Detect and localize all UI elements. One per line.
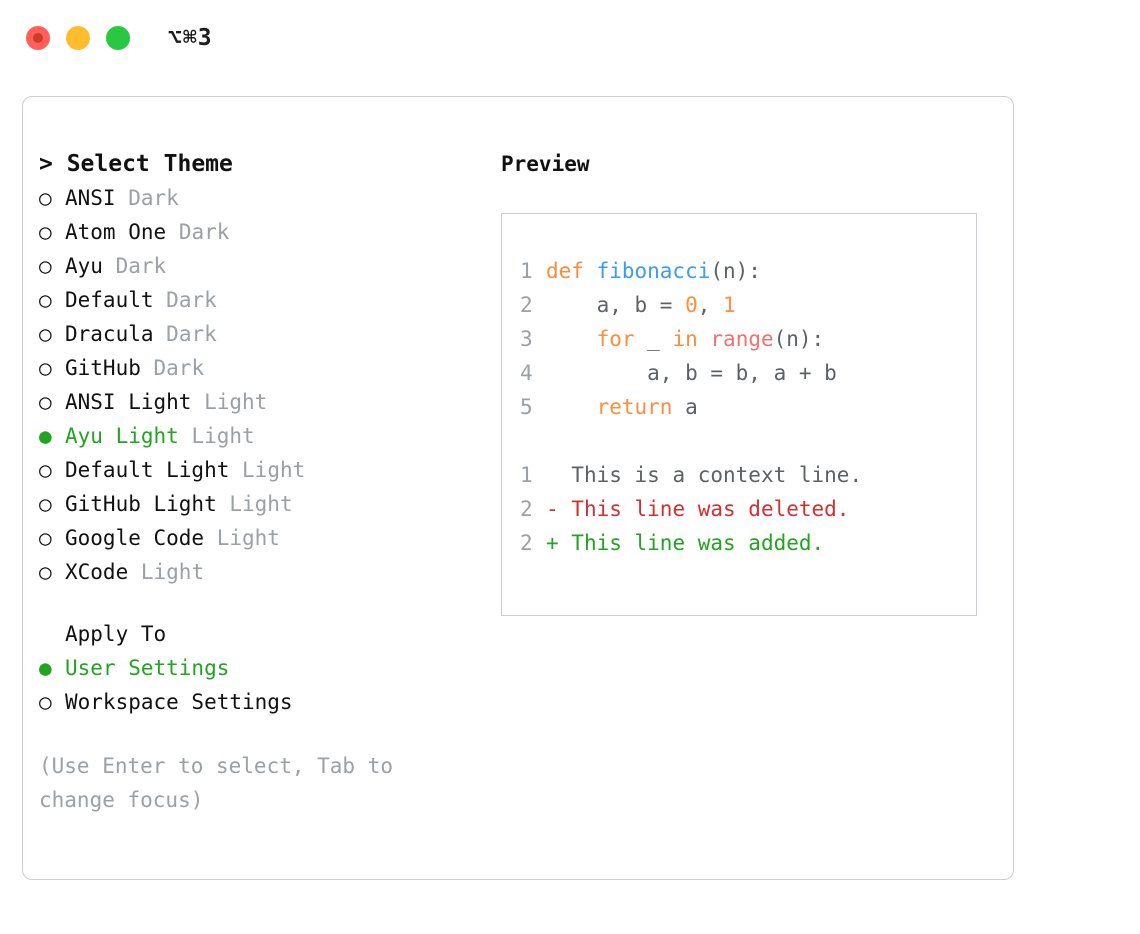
theme-option-variant: Light [242, 458, 306, 482]
theme-option-label: ANSI [65, 186, 116, 210]
diff-text: This line was deleted. [558, 497, 850, 521]
line-number: 2 [520, 497, 533, 521]
diff-line [520, 458, 976, 492]
theme-option[interactable] [39, 521, 509, 555]
code-line [520, 254, 976, 288]
theme-option-variant: Dark [178, 220, 230, 244]
radio-unselected-icon: ○ [39, 186, 52, 210]
radio-unselected-icon: ○ [39, 560, 52, 584]
line-number: 3 [520, 327, 533, 351]
theme-option-variant: Dark [166, 322, 217, 346]
diff-sign: - [546, 497, 559, 521]
code-token [546, 395, 597, 419]
radio-unselected-icon: ○ [39, 526, 52, 550]
radio-unselected-icon: ○ [39, 322, 52, 346]
minimize-button[interactable] [66, 26, 90, 50]
radio-unselected-icon: ○ [39, 690, 52, 714]
apply-to-option[interactable] [39, 685, 509, 719]
apply-to-option[interactable] [39, 651, 509, 685]
line-number: 1 [520, 463, 533, 487]
code-line [520, 356, 976, 390]
theme-option-label: Ayu Light [65, 424, 179, 448]
theme-option-label: GitHub Light [65, 492, 217, 516]
code-line [520, 390, 976, 424]
preview-column [501, 147, 1001, 616]
theme-option[interactable] [39, 181, 509, 215]
theme-option-label: ANSI Light [65, 390, 192, 414]
theme-option[interactable] [39, 453, 509, 487]
code-token: (n): [773, 327, 825, 351]
title-bar [0, 0, 1140, 76]
code-token: a, b = [546, 293, 686, 317]
radio-selected-icon: ● [39, 424, 52, 448]
theme-option[interactable] [39, 351, 509, 385]
radio-unselected-icon: ○ [39, 492, 52, 516]
theme-option[interactable] [39, 487, 509, 521]
line-number: 5 [520, 395, 533, 419]
code-token [546, 327, 597, 351]
code-token: in [672, 327, 698, 351]
theme-option-label: Default Light [65, 458, 230, 482]
radio-unselected-icon: ○ [39, 254, 52, 278]
line-number: 1 [520, 259, 533, 283]
theme-option-label: XCode [65, 560, 129, 584]
theme-option[interactable] [39, 419, 509, 453]
code-token: 0 [685, 293, 698, 317]
theme-option-variant: Light [229, 492, 293, 516]
theme-list [39, 181, 509, 589]
keyboard-hint: (Use Enter to select, Tab to change focus) [39, 754, 394, 812]
code-token: a [672, 395, 698, 419]
theme-option-variant: Dark [153, 356, 205, 380]
code-token: _ [634, 327, 673, 351]
apply-to-option-label: Workspace Settings [65, 690, 293, 714]
radio-unselected-icon: ○ [39, 390, 52, 414]
code-token [698, 327, 711, 351]
theme-option-variant: Light [204, 390, 268, 414]
code-token: 1 [723, 293, 736, 317]
diff-sign [546, 463, 559, 487]
diff-line [520, 526, 976, 560]
theme-option-label: Google Code [65, 526, 205, 550]
code-token: def [546, 259, 597, 283]
diff-text: This is a context line. [558, 463, 863, 487]
apply-to-option-label: User Settings [65, 656, 230, 680]
theme-option[interactable] [39, 283, 509, 317]
code-line [520, 322, 976, 356]
diff-line-text [546, 497, 849, 521]
maximize-button[interactable] [106, 26, 130, 50]
apply-to-label: Apply To [65, 622, 167, 646]
spacer [520, 424, 976, 458]
code-token: , [697, 293, 724, 317]
theme-option-variant: Light [191, 424, 255, 448]
theme-option[interactable] [39, 385, 509, 419]
radio-unselected-icon: ○ [39, 458, 52, 482]
line-number: 4 [520, 361, 533, 385]
theme-option-variant: Dark [128, 186, 179, 210]
theme-option-label: Ayu [65, 254, 103, 278]
theme-option-label: Dracula [65, 322, 154, 346]
radio-unselected-icon: ○ [39, 220, 52, 244]
radio-selected-icon: ● [39, 656, 52, 680]
diff-line-text [546, 463, 862, 487]
theme-option-label: Atom One [65, 220, 167, 244]
main-panel [22, 96, 1014, 880]
diff-line-text [546, 531, 824, 555]
theme-option-variant: Dark [166, 288, 217, 312]
theme-option-label: GitHub [65, 356, 141, 380]
theme-option-variant: Light [140, 560, 205, 584]
diff-sign: + [546, 531, 559, 555]
line-number: 2 [520, 531, 533, 555]
preview-heading: Preview [501, 152, 590, 176]
theme-option[interactable] [39, 317, 509, 351]
diff-text: This line was added. [558, 531, 825, 555]
code-token: fibonacci [596, 259, 711, 283]
preview-box [501, 213, 977, 616]
radio-unselected-icon: ○ [39, 288, 52, 312]
window-title: ⌥⌘3 [168, 25, 213, 51]
theme-option-variant: Dark [115, 254, 167, 278]
spacer [39, 589, 509, 617]
select-theme-heading: > Select Theme [39, 151, 233, 177]
code-sample [520, 254, 976, 424]
theme-option[interactable] [39, 215, 509, 249]
theme-option[interactable] [39, 555, 509, 589]
code-token: a, b = b, a + b [546, 361, 837, 385]
close-button[interactable] [26, 26, 50, 50]
line-number: 2 [520, 293, 533, 317]
code-token: for [596, 327, 635, 351]
theme-selector-column [39, 147, 509, 817]
code-token: return [596, 395, 673, 419]
theme-option-variant: Light [216, 526, 280, 550]
code-line [520, 288, 976, 322]
apply-to-list [39, 651, 509, 719]
radio-unselected-icon: ○ [39, 356, 52, 380]
theme-option-label: Default [65, 288, 154, 312]
theme-option[interactable] [39, 249, 509, 283]
diff-sample [520, 458, 976, 560]
diff-line [520, 492, 976, 526]
code-token: range [710, 327, 774, 351]
code-token: (n): [710, 259, 761, 283]
